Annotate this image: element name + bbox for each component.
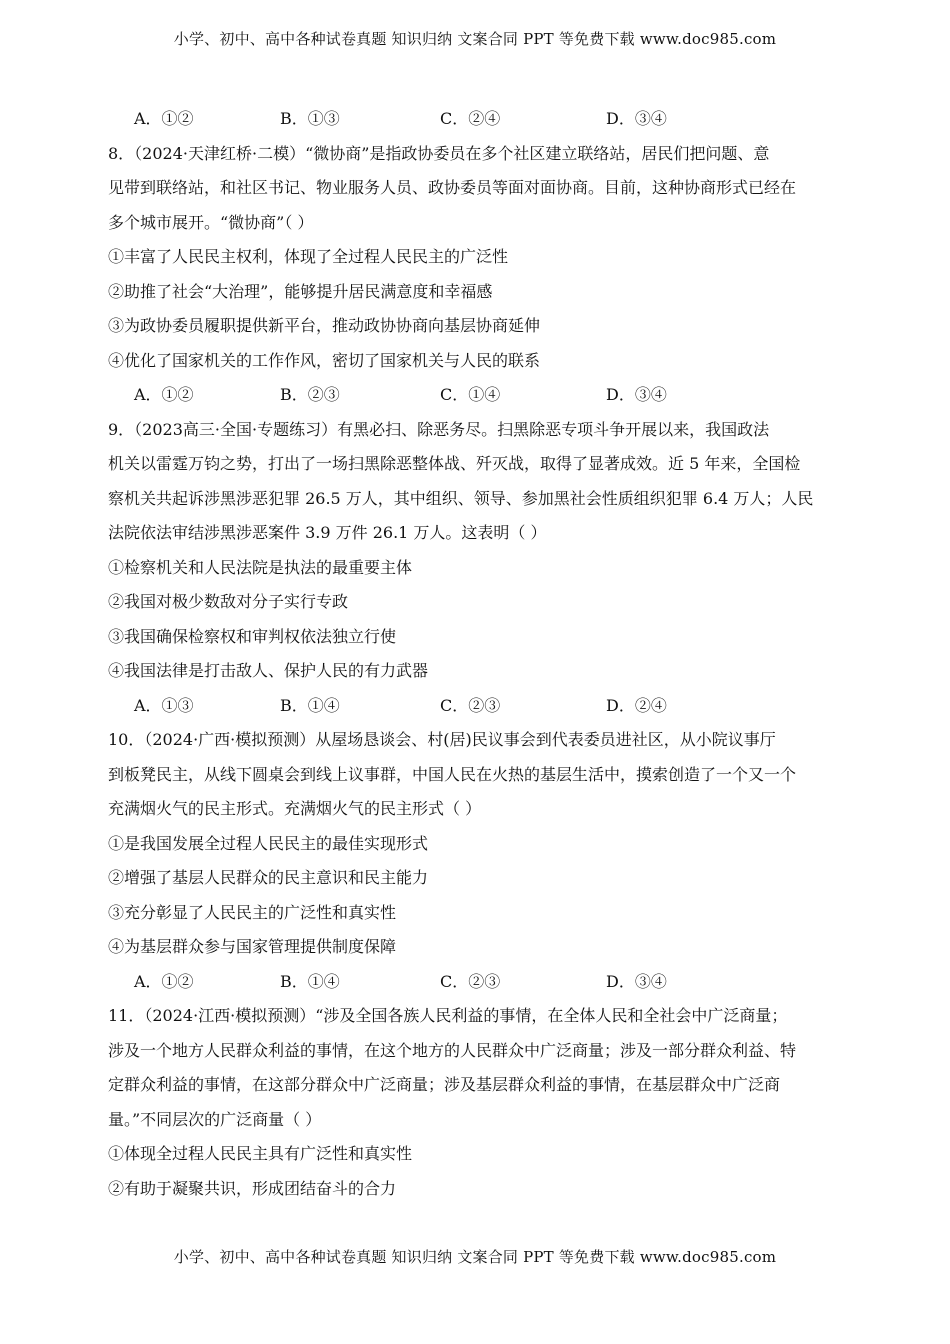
- q10-statement: ②增强了基层人民群众的民主意识和民主能力: [108, 868, 429, 887]
- q9-option-a: A．①③: [134, 695, 194, 715]
- q10-option-a: A．①②: [134, 971, 194, 991]
- q8-stem-line: 见带到联络站，和社区书记、物业服务人员、政协委员等面对面协商。目前，这种协商形式已经在: [108, 178, 797, 197]
- q9-options: [108, 689, 848, 724]
- q9-stem-line: 察机关共起诉涉黑涉恶犯罪 26.5 万人，其中组织、领导、参加黑社会性质组织犯罪 6.4 万人；人民: [108, 488, 814, 508]
- q11-stem-line: 定群众利益的事情，在这部分群众中广泛商量；涉及基层群众利益的事情，在基层群众中广泛商: [108, 1075, 781, 1094]
- question-9: [108, 413, 848, 724]
- q9-statement: ③我国确保检察权和审判权依法独立行使: [108, 626, 397, 646]
- q7-options: [108, 102, 848, 137]
- q11-stem-line: 量。”不同层次的广泛商量（ ）: [108, 1109, 322, 1129]
- q10-option-b: B．①④: [280, 971, 340, 991]
- q9-statement: ②我国对极少数敌对分子实行专政: [108, 592, 349, 611]
- q9-stem-line: 9．（2023高三·全国·专题练习）有黑必扫、除恶务尽。扫黑除恶专项斗争开展以来，我国政法: [108, 419, 770, 439]
- q10-option-d: D．③④: [606, 971, 667, 991]
- q10-option-c: C．②③: [440, 971, 501, 991]
- q8-option-c: C．①④: [440, 385, 501, 404]
- q10-statement: ④为基层群众参与国家管理提供制度保障: [108, 937, 397, 956]
- q10-stem-line: 10．（2024·广西·模拟预测）从屋场恳谈会、村(居)民议事会到代表委员进社区，从小院议事厅: [108, 730, 776, 749]
- page-footer: 小学、初中、高中各种试卷真题 知识归纳 文案合同 PPT 等免费下载 www.doc985.com: [173, 1248, 777, 1266]
- q8-option-b: B．②③: [280, 385, 340, 404]
- q11-stem-line: 11．（2024·江西·模拟预测）“涉及全国各族人民利益的事情，在全体人民和全社会中广泛商量；: [108, 1006, 788, 1025]
- question-11: [108, 999, 848, 1206]
- q11-statement: ②有助于凝聚共识，形成团结奋斗的合力: [108, 1178, 397, 1198]
- q10-statement: ①是我国发展全过程人民民主的最佳实现形式: [108, 833, 429, 853]
- q8-options: [108, 378, 848, 413]
- q7-option-c: C．②④: [440, 109, 501, 128]
- q9-option-c: C．②③: [440, 695, 501, 715]
- q8-option-a: A．①②: [134, 385, 194, 404]
- q8-statement: ③为政协委员履职提供新平台，推动政协协商向基层协商延伸: [108, 316, 541, 335]
- q10-options: [108, 965, 848, 1000]
- q9-statement: ①检察机关和人民法院是执法的最重要主体: [108, 557, 413, 577]
- q10-stem-line: 充满烟火气的民主形式。充满烟火气的民主形式（ ）: [108, 799, 482, 818]
- question-10: [108, 723, 848, 999]
- q9-stem-line: 机关以雷霆万钧之势，打出了一场扫黑除恶整体战、歼灭战，取得了显著成效。近 5 年来，全国检: [108, 454, 801, 473]
- q8-stem-line: 多个城市展开。“微协商”（ ）: [108, 212, 314, 232]
- q7-option-b: B．①③: [280, 109, 340, 128]
- q10-stem-line: 到板凳民主，从线下圆桌会到线上议事群，中国人民在火热的基层生活中，摸索创造了一个又一个: [108, 764, 797, 784]
- q8-stem-line: 8．（2024·天津红桥·二模）“微协商”是指政协委员在多个社区建立联络站，居民们把问题、意: [108, 143, 770, 163]
- q8-statement: ①丰富了人民民主权利，体现了全过程人民民主的广泛性: [108, 247, 509, 266]
- question-content: [108, 102, 848, 1206]
- q9-statement: ④我国法律是打击敌人、保护人民的有力武器: [108, 661, 429, 680]
- q8-statement: ②助推了社会“大治理”，能够提升居民满意度和幸福感: [108, 281, 493, 301]
- q8-statement: ④优化了国家机关的工作作风，密切了国家机关与人民的联系: [108, 350, 541, 370]
- q9-stem-line: 法院依法审结涉黑涉恶案件 3.9 万件 26.1 万人。这表明（ ）: [108, 523, 547, 542]
- q10-statement: ③充分彰显了人民民主的广泛性和真实性: [108, 902, 397, 922]
- q7-option-a: A．①②: [134, 109, 194, 128]
- q11-stem-line: 涉及一个地方人民群众利益的事情，在这个地方的人民群众中广泛商量；涉及一部分群众利益、特: [108, 1040, 797, 1060]
- page-header: 小学、初中、高中各种试卷真题 知识归纳 文案合同 PPT 等免费下载 www.doc985.com: [173, 30, 777, 48]
- q11-statement: ①体现全过程人民民主具有广泛性和真实性: [108, 1144, 413, 1163]
- q7-option-d: D．③④: [606, 109, 667, 128]
- q9-option-d: D．②④: [606, 695, 667, 715]
- q9-option-b: B．①④: [280, 695, 340, 715]
- q8-option-d: D．③④: [606, 385, 667, 404]
- question-8: [108, 137, 848, 413]
